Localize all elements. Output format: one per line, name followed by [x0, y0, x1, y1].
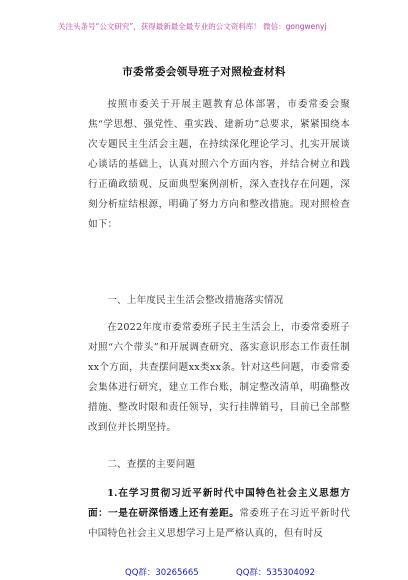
problem-lead-text: 1.在学习贯彻习近平新时代中国特色社会主义思想方面：一是在研深悟透上还有差距。 [88, 488, 350, 519]
section-heading-2: 二、查摆的主要问题 [107, 459, 196, 470]
header-banner-text: 关注头条号“公文研究”，获得最新最全最专业的公文资料库！ 微信：gongwenyj [58, 22, 327, 31]
document-title: 市委常委会领导班子对照检查材料 [122, 66, 286, 78]
intro-paragraph: 按照市委关于开展主题教育总体部署，市委常委会聚焦“学思想、强党性、重实践、建新功”总要求，紧紧围绕本次专题民主生活会主题，在持续深化理论学习、扎实开展谈心谈话的基础上，认真对照六个方面内容，并结合树立和践行正确政绩观、反面典型案例剖析，深入查找存在问题，深刻分析症结根源，明确了努力方向和整改措施。现对照检查如下： [88, 99, 350, 230]
problem-paragraph [88, 484, 350, 544]
problem-paragraph-clip [88, 484, 350, 560]
header-banner [58, 22, 358, 32]
rectification-paragraph: 在2022年度市委常委班子民主生活会上，市委常委班子对照“六个带头”和开展调查研究、落实意识形态工作责任制xx个方面，共查摆问题xx类xx条。针对这些问题，市委常委会集体进行研究，建立工作台账，制定整改清单，明确整改措施、整改时限和责任领导，实行挂牌销号，目前已全部整改到位并长期坚持。 [88, 322, 350, 433]
footer-qq-group-left: QQ群：30265665 [125, 568, 199, 578]
footer-qq-group-right: QQ群：535304092 [236, 568, 316, 578]
problem-body-text: 常委班子在习近平新时代中国特色社会主义思想学习上是严格认真的，但有时反 [88, 508, 350, 539]
section-heading-1: 一、上年度民主生活会整改措施落实情况 [107, 295, 284, 306]
